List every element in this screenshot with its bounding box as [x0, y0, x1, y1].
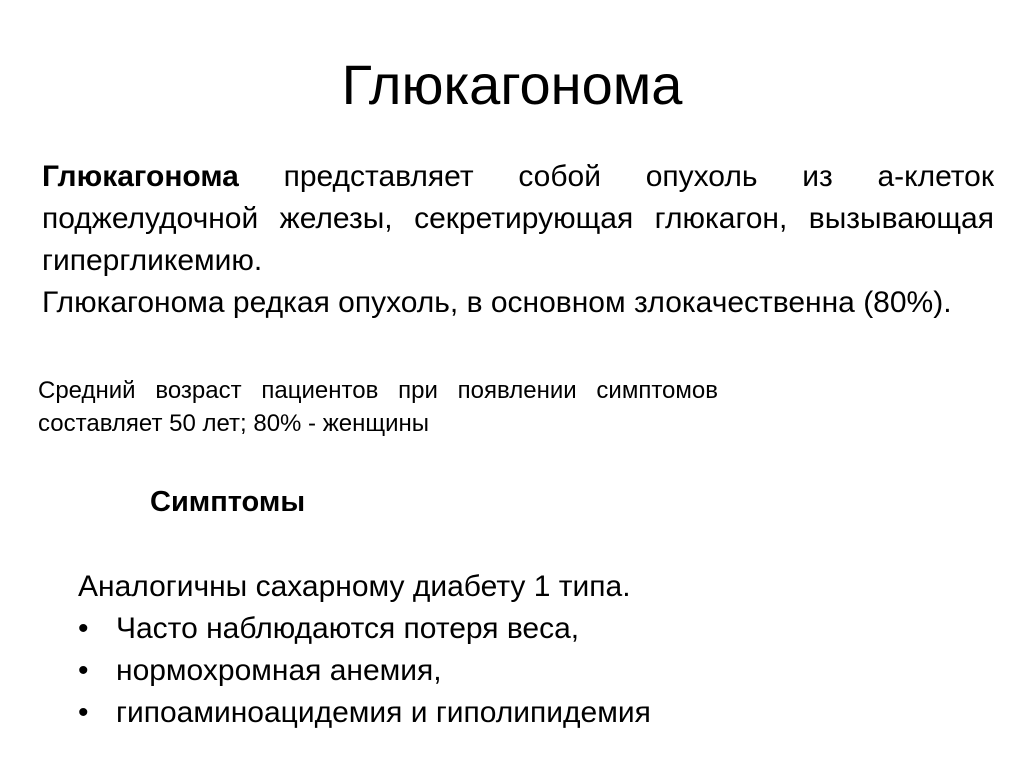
definition-text: представляет собой опухоль из а-клеток поджелудочной железы, секретирующая глюкагон, вызывающая гипергликемию. [42, 160, 994, 277]
intro-block [42, 156, 994, 324]
list-item-text: Часто наблюдаются потеря веса, [116, 612, 580, 645]
age-note: Средний возраст пациентов при появлении симптомов составляет 50 лет; 80% - женщины [38, 377, 718, 437]
bullet-icon: • [78, 612, 89, 645]
symptoms-list [78, 608, 978, 734]
list-item-text: нормохромная анемия, [116, 654, 442, 687]
list-item [78, 608, 978, 650]
list-item [78, 650, 978, 692]
definition-paragraph [42, 156, 994, 282]
malignancy-paragraph: Глюкагонома редкая опухоль, в основном злокачественна (80%). [42, 286, 952, 319]
term-bold: Глюкагонома [42, 160, 239, 193]
list-item-text: гипоаминоацидемия и гиполипидемия [116, 696, 651, 729]
bullet-icon: • [78, 696, 89, 729]
symptoms-heading: Симптомы [150, 486, 306, 518]
slide-title: Глюкагонома [341, 53, 683, 116]
bullet-icon: • [78, 654, 89, 687]
list-item [78, 692, 978, 734]
symptoms-lead: Аналогичны сахарному диабету 1 типа. [78, 570, 631, 603]
symptoms-block [78, 566, 978, 734]
